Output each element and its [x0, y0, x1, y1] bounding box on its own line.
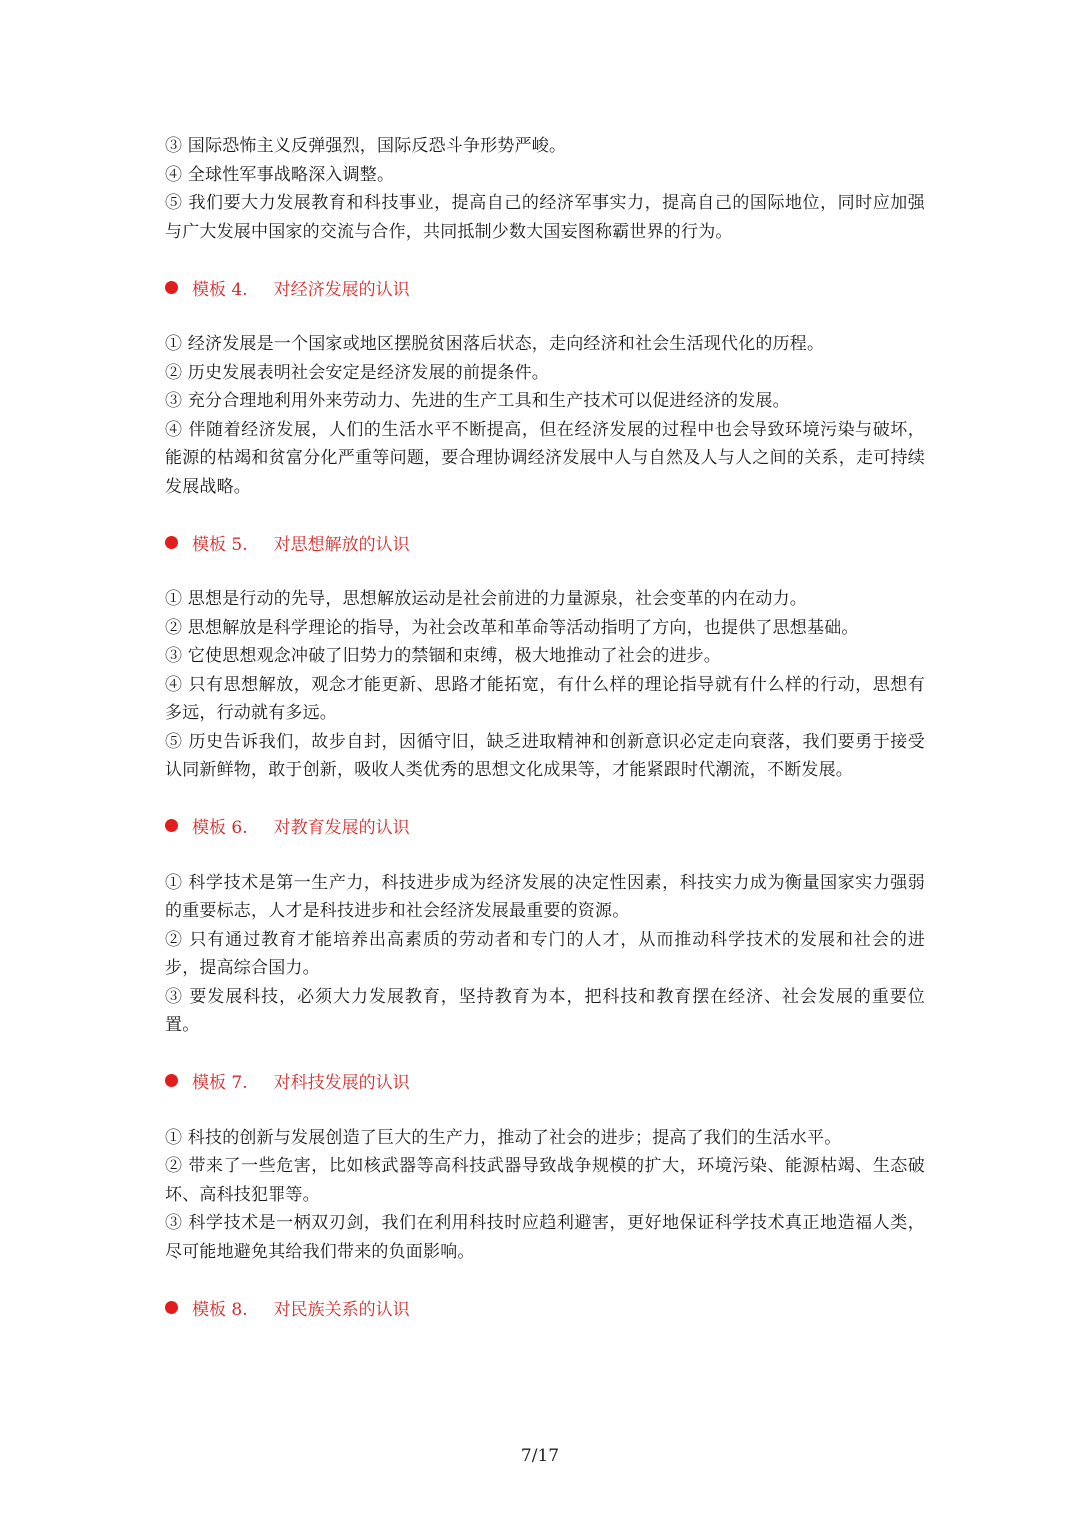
list-item: ③ 要发展科技，必须大力发展教育，坚持教育为本，把科技和教育摆在经济、社会发展的重要位置。 — [165, 986, 925, 1035]
list-item: ⑤ 历史告诉我们，故步自封，因循守旧，缺乏进取精神和创新意识必定走向衰落，我们要勇于接受认同新鲜物，敢于创新，吸收人类优秀的思想文化成果等，才能紧跟时代潮流，不断发展。 — [165, 731, 925, 780]
section-number: 模板 8. — [192, 1299, 248, 1320]
section-number: 模板 7. — [192, 1073, 248, 1093]
list-item: ① 科技的创新与发展创造了巨大的生产力，推动了社会的进步；提高了我们的生活水平。 — [165, 1127, 842, 1148]
list-item: ③ 科学技术是一柄双刃剑，我们在利用科技时应趋利避害，更好地保证科学技术真正地造福人类，尽可能地避免其给我们带来的负面影响。 — [165, 1213, 925, 1262]
section-number: 模板 5. — [192, 534, 248, 555]
section-template-7 — [165, 1067, 925, 1267]
section-heading — [165, 1067, 925, 1095]
intro-item-3: ③ 国际恐怖主义反弹强烈，国际反恐斗争形势严峻。 — [165, 136, 567, 156]
red-bullet-icon — [165, 819, 178, 832]
list-item: ② 带来了一些危害，比如核武器等高科技武器导致战争规模的扩大，环境污染、能源枯竭、生态破坏、高科技犯罪等。 — [165, 1156, 925, 1205]
content-body — [165, 132, 925, 1350]
list-item: ③ 充分合理地利用外来劳动力、先进的生产工具和生产技术可以促进经济的发展。 — [165, 391, 790, 411]
red-bullet-icon — [165, 536, 178, 549]
section-template-8 — [165, 1293, 925, 1321]
section-heading — [165, 528, 925, 556]
section-number: 模板 6. — [192, 818, 248, 838]
section-template-6 — [165, 812, 925, 1040]
list-item: ① 科学技术是第一生产力，科技进步成为经济发展的决定性因素，科技实力成为衡量国家实力强弱的重要标志，人才是科技进步和社会经济发展最重要的资源。 — [165, 872, 925, 921]
section-heading — [165, 1293, 925, 1321]
section-heading — [165, 273, 925, 301]
list-item: ④ 伴随着经济发展，人们的生活水平不断提高，但在经济发展的过程中也会导致环境污染与破坏，能源的枯竭和贫富分化严重等问题，要合理协调经济发展中人与自然及人与人之间的关系，走可持续发展战略。 — [165, 419, 925, 497]
section-title: 对思想解放的认识 — [273, 534, 410, 555]
section-title: 对民族关系的认识 — [273, 1299, 410, 1320]
page-number: 7/17 — [520, 1446, 560, 1466]
section-heading — [165, 812, 925, 840]
list-item: ② 历史发展表明社会安定是经济发展的前提条件。 — [165, 362, 550, 383]
list-item: ③ 它使思想观念冲破了旧势力的禁锢和束缚，极大地推动了社会的进步。 — [165, 646, 722, 666]
red-bullet-icon — [165, 1301, 178, 1314]
section-title: 对科技发展的认识 — [273, 1073, 410, 1093]
section-template-4 — [165, 273, 925, 501]
section-title: 对经济发展的认识 — [273, 279, 410, 300]
list-item: ① 思想是行动的先导，思想解放运动是社会前进的力量源泉，社会变革的内在动力。 — [165, 589, 808, 609]
list-item: ① 经济发展是一个国家或地区摆脱贫困落后状态，走向经济和社会生活现代化的历程。 — [165, 334, 825, 354]
red-bullet-icon — [165, 1074, 178, 1087]
section-number: 模板 4. — [192, 279, 248, 300]
red-bullet-icon — [165, 281, 178, 294]
intro-item-4: ④ 全球性军事战略深入调整。 — [165, 164, 395, 185]
list-item: ② 思想解放是科学理论的指导，为社会改革和革命等活动指明了方向，也提供了思想基础。 — [165, 617, 859, 638]
section-title: 对教育发展的认识 — [273, 818, 410, 838]
section-template-5 — [165, 528, 925, 785]
intro-block — [165, 132, 925, 246]
list-item: ② 只有通过教育才能培养出高素质的劳动者和专门的人才，从而推动科学技术的发展和社会的进步，提高综合国力。 — [165, 929, 925, 978]
list-item: ④ 只有思想解放，观念才能更新、思路才能拓宽，有什么样的理论指导就有什么样的行动，思想有多远，行动就有多远。 — [165, 674, 925, 723]
intro-item-5: ⑤ 我们要大力发展教育和科技事业，提高自己的经济军事实力，提高自己的国际地位，同时应加强与广大发展中国家的交流与合作，共同抵制少数大国妄图称霸世界的行为。 — [165, 193, 925, 242]
